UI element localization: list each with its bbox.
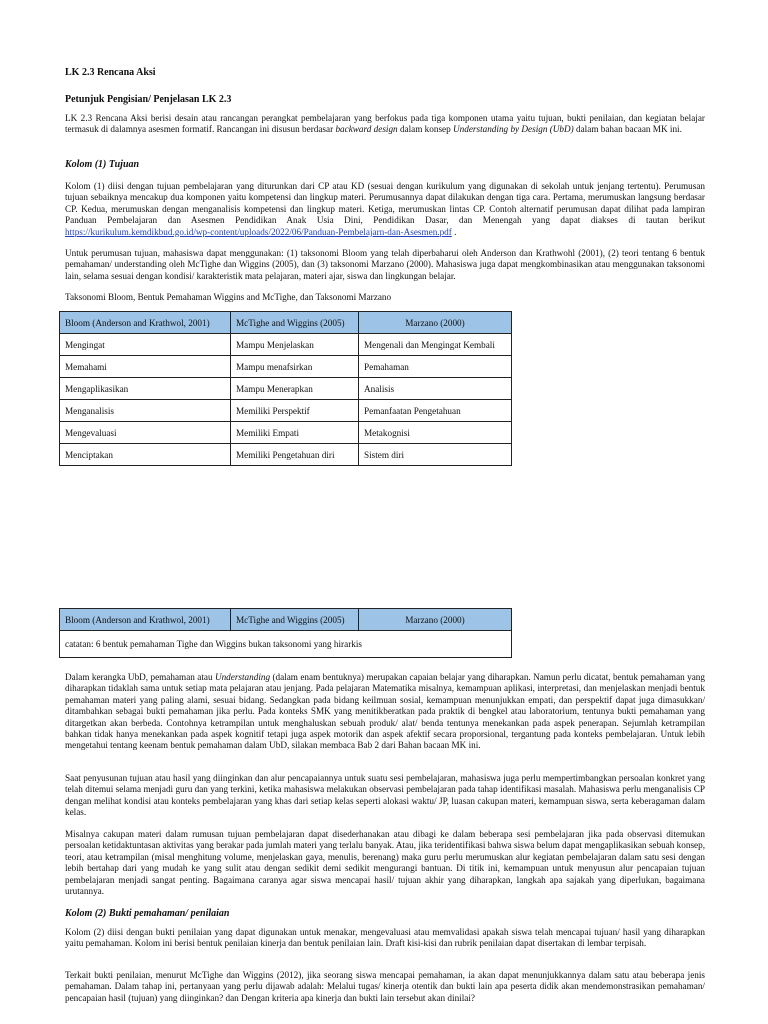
table-cell: Pemahaman (359, 356, 512, 378)
understanding-note-table (59, 608, 512, 658)
table-row (60, 334, 512, 356)
table-header-cell: Marzano (2000) (359, 312, 512, 334)
table-cell: Mengaplikasikan (60, 378, 231, 400)
table-row (60, 400, 512, 422)
intro-paragraph: LK 2.3 Rencana Aksi berisi desain atau rancangan perangkat pembelajaran yang berfokus pada tiga komponen utama yaitu tujuan, bukti penilaian, dan kegiatan belajar termasuk di dalamnya asesmen formatif. Rancangan ini disusun berdasar backward design dalam konsep Understanding by Design (UbD) dalam bahan bacaan MK ini. (65, 113, 705, 135)
table-header-cell: Bloom (Anderson and Krathwol, 2001) (60, 312, 231, 334)
table-cell: Menciptakan (60, 444, 231, 466)
table-header-cell: McTighe and Wiggins (2005) (231, 312, 359, 334)
panduan-link[interactable]: https://kurikulum.kemdikbud.go.id/wp-content/uploads/2022/06/Panduan-Pembelajarn-dan-Asesmen.pdf (65, 226, 452, 237)
ubd-paragraph: Dalam kerangka UbD, pemahaman atau Understanding (dalam enam bentuknya) merupakan capaian belajar yang diharapkan. Namun perlu dicatat, bentuk pemahaman yang diharapkan tidaklah sama untuk setiap mata pelajaran atau jenjang. Pada pelajaran Matematika misalnya, kemampuan aplikasi, interpretasi, dan menjelaskan menjadi bentuk pemahaman materi yang paling alami, sesuai bidang. Sedangkan pada bidang keilmuan sosial, kemampuan menunjukkan empati, dan perspektif dapat juga dimasukkan/ ditambahkan sebagai bukti pemahaman jika perlu. Pada konteks SMK yang menitikberatkan pada praktik di bengkel atau laboratorium, tentunya bukti pemahaman yang ditargetkan akan berbeda. Contohnya ketrampilan untuk menghaluskan sebuah produk/ alat/ benda tentunya menekankan pada aspek penerapan. Sejumlah ketrampilan bahkan tidak hanya menekankan pada aspek kognitif tetapi juga aspek motorik dan aspek afektif secara proporsional, tergantung pada konteks pembelajaran. Untuk lebih mengetahui tentang keenam bentuk pemahaman dalam UbD, silakan membaca Bab 2 dari Bahan bacaan MK ini. (65, 672, 705, 751)
terkait-paragraph: Terkait bukti penilaian, menurut McTighe dan Wiggins (2012), jika seorang siswa mencapai pemahaman, ia akan dapat menunjukkannya dalam satu atau beberapa jenis pemahaman. Dalam tahap ini, pertanyaan yang perlu dijawab adalah: Melalui tugas/ kinerja otentik dan bukti lain apa peserta didik akan mendemonstrasikan pemahaman/ pencapaian hasil (tujuan) yang diinginkan? dan Dengan kriteria apa kinerja dan bukti lain tersebut akan dinilai? (65, 970, 705, 1003)
table-row (60, 422, 512, 444)
table-cell: Memiliki Pengetahuan diri (231, 444, 359, 466)
kolom1-paragraph: Kolom (1) diisi dengan tujuan pembelajaran yang diturunkan dari CP atau KD (sesuai dengan kurikulum yang digunakan di sekolah untuk jenjang tertentu). Perumusan tujuan sebaiknya mencakup dua komponen yaitu kompetensi dan lingkup materi. Perumusannya dapat dilakukan dengan tiga cara. Pertama, merumuskan langsung berdasar CP. Kedua, merumuskan dengan menganalisis kompetensi dan lingkup materi. Ketiga, merumuskan lintas CP. Contoh alternatif perumusan dapat dilihat pada lampiran Panduan Pembelajaran dan Asesmen Pendidikan Anak Usia Dini, Pendidikan Dasar, dan Menengah yang dapat diakses di tautan berikut https://kurikulum.kemdikbud.go.id/wp-content/uploads/2022/06/Panduan-Pembelajarn-dan-Asesmen.pdf . (65, 181, 705, 237)
heading-petunjuk: Petunjuk Pengisian/ Penjelasan LK 2.3 (65, 94, 232, 105)
table-header-cell: Marzano (2000) (359, 609, 512, 631)
table-row (60, 378, 512, 400)
table-cell: Mengenali dan Mengingat Kembali (359, 334, 512, 356)
table-cell: Analisis (359, 378, 512, 400)
table-cell: Mampu Menerapkan (231, 378, 359, 400)
kolom2-paragraph: Kolom (2) diisi dengan bukti penilaian yang dapat digunakan untuk menakar, mengevaluasi atau memvalidasi apakah siswa telah mencapai tujuan/ hasil yang diharapkan yaitu pemahaman. Kolom ini berisi bentuk penilaian kinerja dan bentuk penilaian lain. Draft kisi-kisi dan rubrik penilaian dapat disertakan di lembar terpisah. (65, 927, 705, 949)
heading-kolom-2: Kolom (2) Bukti pemahaman/ penilaian (65, 908, 230, 919)
table-cell: Menganalisis (60, 400, 231, 422)
table-cell: Mengingat (60, 334, 231, 356)
table-cell: Metakognisi (359, 422, 512, 444)
misalnya-paragraph: Misalnya cakupan materi dalam rumusan tujuan pembelajaran dapat disederhanakan atau dibagi ke dalam beberapa sesi pembelajaran jika pada observasi ditemukan persoalan ketidaktuntasan aktivitas yang berakar pada jumlah materi yang terlalu banyak. Atau, jika teridentifikasi bahwa siswa belum dapat mengaplikasikan sebuah konsep, teori, atau ketrampilan (misal menghitung volume, menjelaskan gaya, menulis, berenang) maka guru perlu merumuskan alur kegiatan pembelajaran dalam satu sesi dengan lebih bertahap dari yang mudah ke yang sulit atau dengan sedikit demi sedikit mengurangi bantuan. Di titik ini, kemampuan untuk menyusun alur pencapaian tujuan pembelajaran menjadi sangat penting. Bagaimana caranya agar siswa mencapai hasil/ tujuan akhir yang diharapkan, langkah apa sajakah yang diperlukan, bagaimana urutannya. (65, 829, 705, 897)
table-header-row (60, 312, 512, 334)
table-header-cell: Bloom (Anderson and Krathwol, 2001) (60, 609, 231, 631)
table-cell: Pemanfaatan Pengetahuan (359, 400, 512, 422)
table-note-cell: catatan: 6 bentuk pemahaman Tighe dan Wiggins bukan taksonomi yang hirarkis (60, 631, 512, 658)
table-caption: Taksonomi Bloom, Bentuk Pemahaman Wiggins and McTighe, dan Taksonomi Marzano (65, 292, 392, 302)
table-row (60, 356, 512, 378)
table-cell: Mampu menafsirkan (231, 356, 359, 378)
table-row (60, 631, 512, 658)
table-row (60, 444, 512, 466)
table-header-row (60, 609, 512, 631)
taksonomi-paragraph: Untuk perumusan tujuan, mahasiswa dapat menggunakan: (1) taksonomi Bloom yang telah diperbaharui oleh Anderson dan Krathwohl (2001), (2) teori tentang 6 bentuk pemahaman/ understanding oleh McTighe dan Wiggins (2005), dan (3) taksonomi Marzano (2000). Mahasiswa juga dapat mengkombinasikan atau menggunakan taksonomi lain, selama sesuai dengan kondisi/ karakteristik mata pelajaran, materi ajar, siswa dan lingkungan belajar. (65, 248, 705, 281)
heading-kolom-1: Kolom (1) Tujuan (65, 159, 140, 170)
table-cell: Mengevaluasi (60, 422, 231, 444)
table-header-cell: McTighe and Wiggins (2005) (231, 609, 359, 631)
table-cell: Sistem diri (359, 444, 512, 466)
table-cell: Mampu Menjelaskan (231, 334, 359, 356)
taxonomy-table (59, 311, 512, 466)
table-cell: Memiliki Perspektif (231, 400, 359, 422)
table-cell: Memiliki Empati (231, 422, 359, 444)
doc-title: LK 2.3 Rencana Aksi (65, 67, 156, 78)
table-cell: Memahami (60, 356, 231, 378)
saat-paragraph: Saat penyusunan tujuan atau hasil yang diinginkan dan alur pencapaiannya untuk suatu sesi pembelajaran, mahasiswa juga perlu mempertimbangkan persoalan konkret yang telah ditemui selama menjadi guru dan yang terkini, ketika mahasiswa melakukan observasi pembelajaran pada tahap identifikasi masalah. Mahasiswa perlu menganalisis CP dengan melihat kondisi atau konteks pembelajaran yang khas dari setiap kelas seperti alokasi waktu/ JP, luasan cakupan materi, kemampuan siswa, serta keberagaman dalam kelas. (65, 773, 705, 818)
